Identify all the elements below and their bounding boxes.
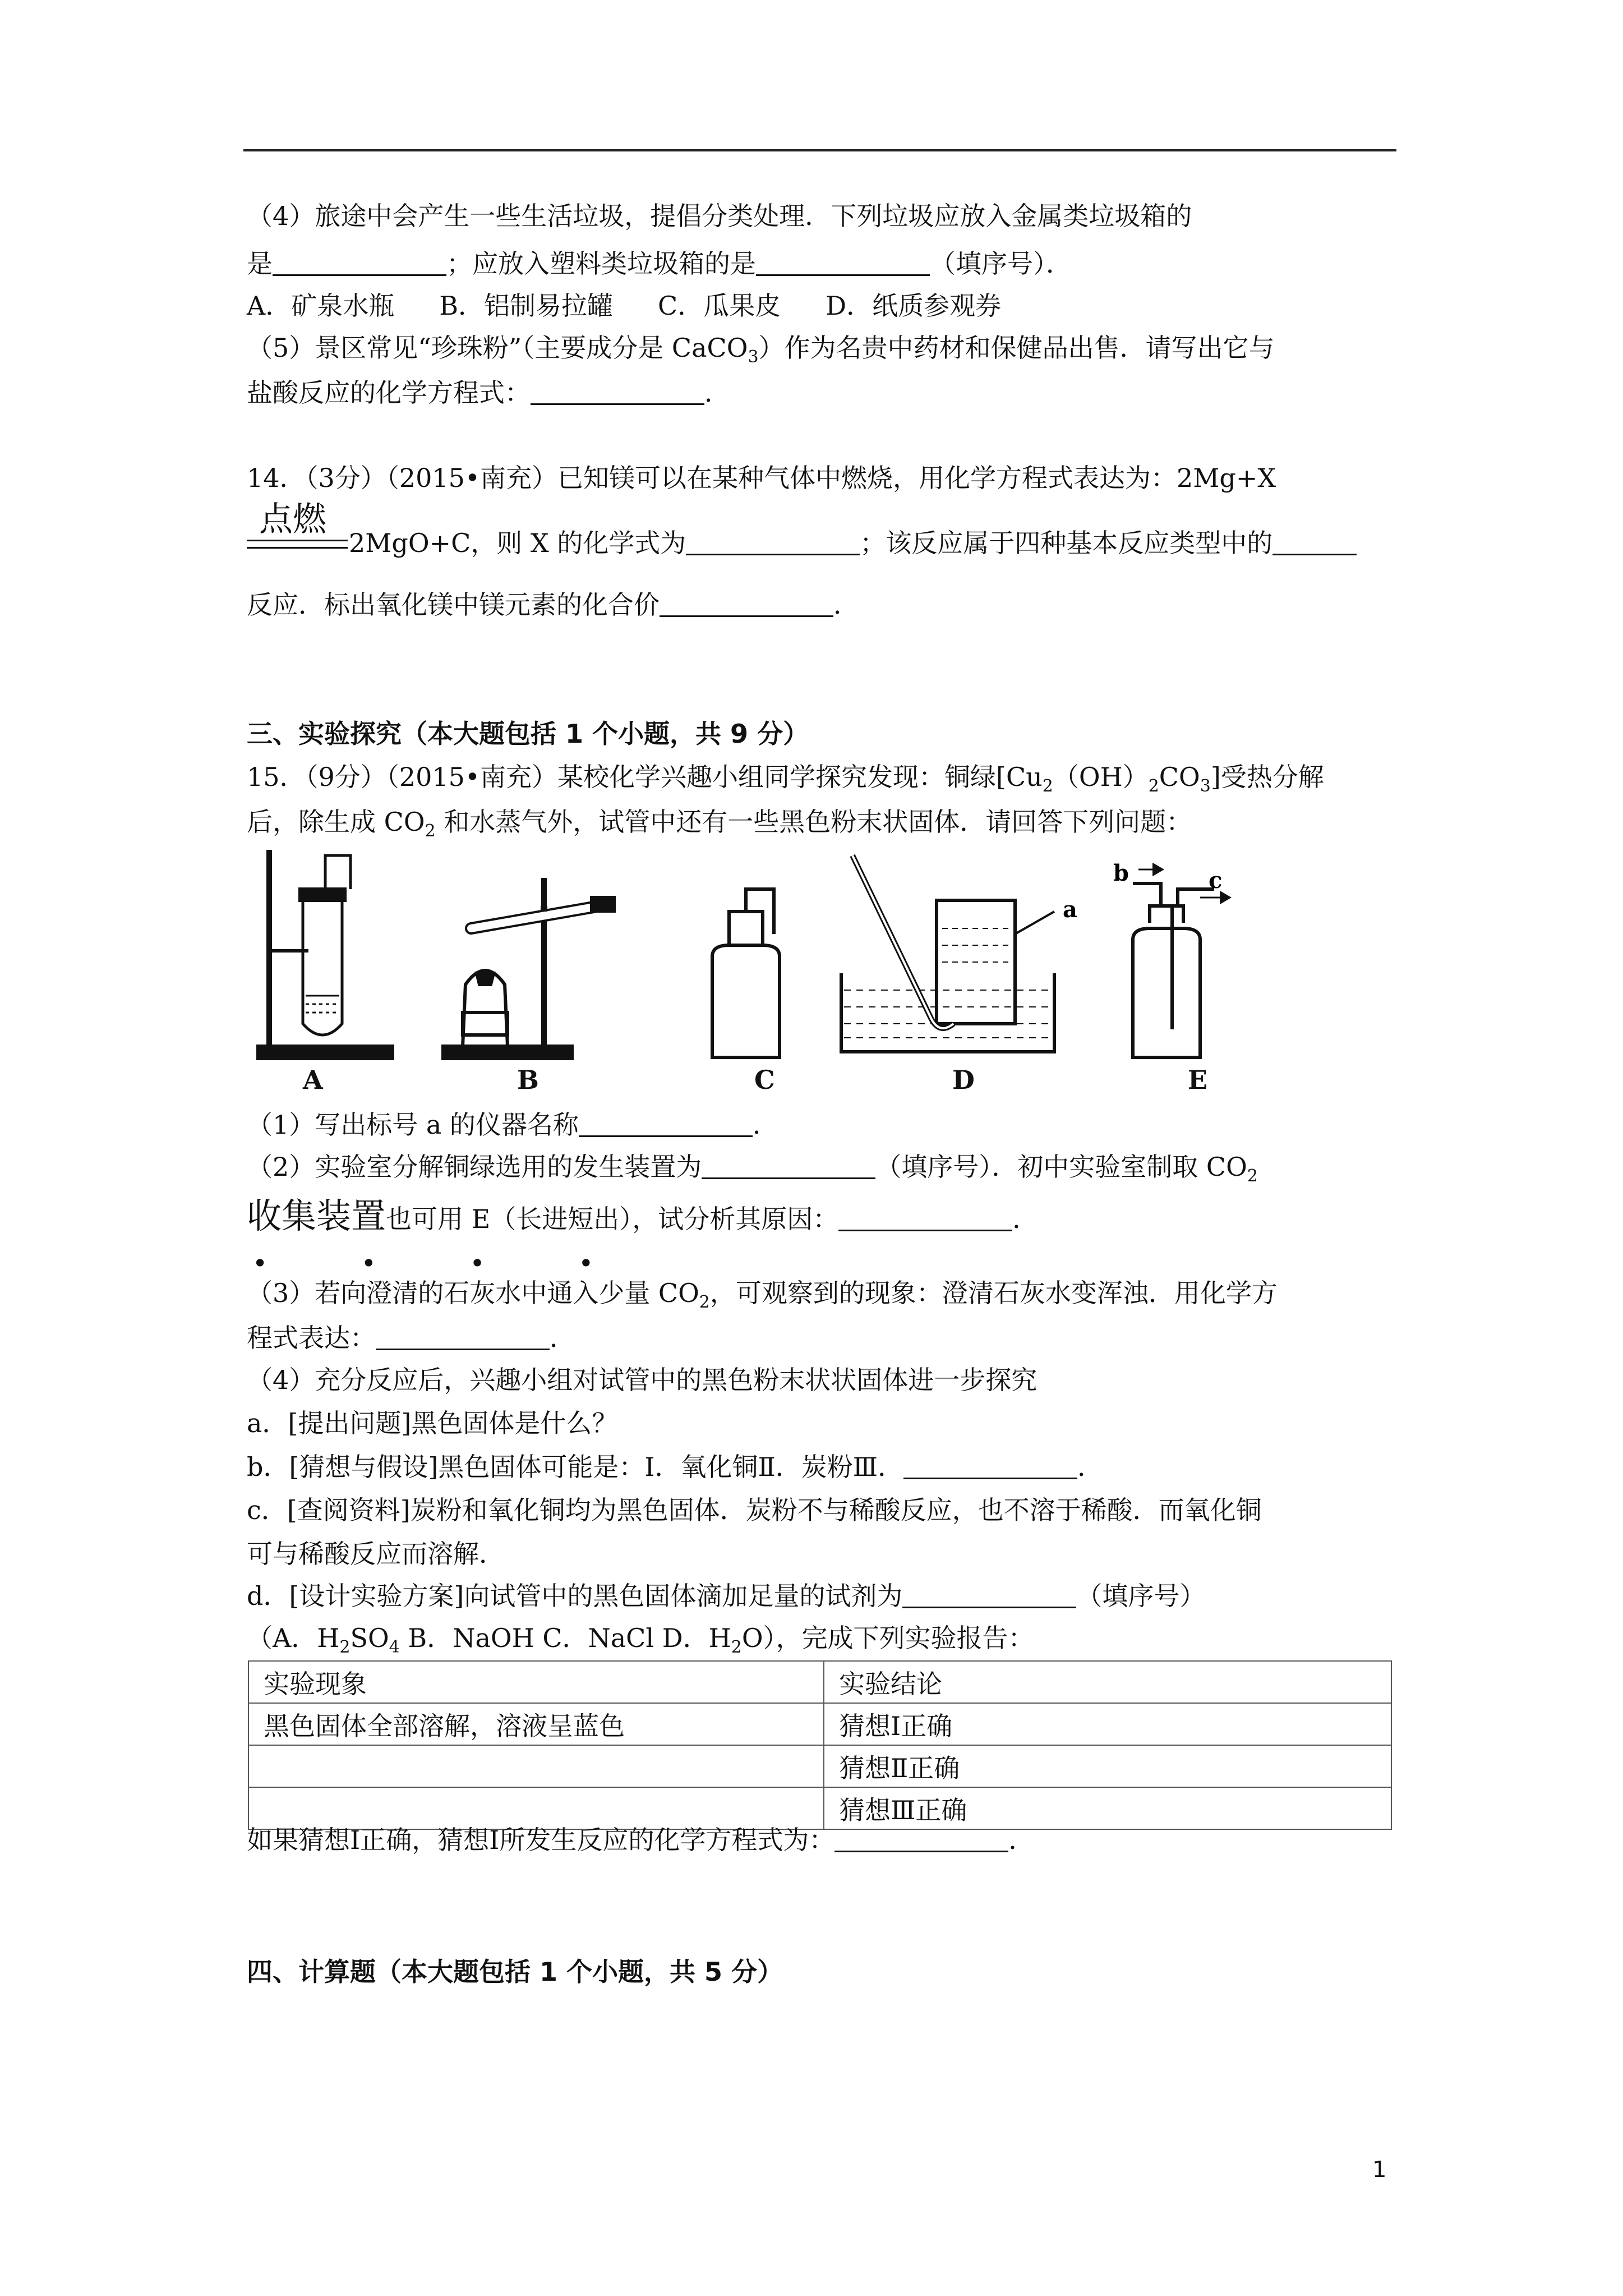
answer-blank[interactable] bbox=[1272, 529, 1357, 555]
table-cell: 猜想Ⅲ正确 bbox=[824, 1787, 1391, 1829]
answer-blank[interactable] bbox=[376, 1324, 550, 1350]
experiment-report-table bbox=[248, 1660, 1392, 1830]
q14-line3: 反应．标出氧化镁中镁元素的化合价 ． bbox=[247, 590, 859, 620]
reaction-condition: 点燃 bbox=[259, 500, 326, 539]
q15-part4-a: a．[提出问题]黑色固体是什么？ bbox=[247, 1408, 618, 1438]
q15-part2-line1: （2）实验室分解铜绿选用的发生装置为 （填序号）．初中实验室制取 $CO_2$ bbox=[247, 1152, 1258, 1186]
q15-part4-line1: （4）充分反应后，兴趣小组对试管中的黑色粉末状状固体进一步探究 bbox=[247, 1365, 1038, 1395]
apparatus-c bbox=[712, 889, 780, 1057]
q15-part4-options: （A．$H_2SO_4$ B．NaOH C．NaCl D．$H_2O$），完成下列实验报告： bbox=[247, 1623, 1034, 1658]
q14-line2: 2MgO+C，则 X 的化学式为 ；该反应属于四种基本反应类型中的 bbox=[349, 526, 1357, 560]
answer-blank[interactable] bbox=[756, 250, 930, 276]
table-header: 实验现象 bbox=[248, 1661, 824, 1703]
table-row bbox=[248, 1703, 1391, 1745]
apparatus-d bbox=[841, 855, 1054, 1052]
apparatus-e bbox=[1133, 866, 1228, 1057]
answer-blank[interactable] bbox=[660, 591, 833, 617]
q15-part4-c1: c．[查阅资料]炭粉和氧化铜均为黑色固体．炭粉不与稀酸反应，也不溶于稀酸．而氧化铜 bbox=[247, 1495, 1262, 1525]
answer-blank[interactable] bbox=[838, 1205, 1012, 1231]
q13-part4-line2: 是 ；应放入塑料类垃圾箱的是 （填序号）． bbox=[247, 249, 1072, 279]
q15-intro-line1: 15．（9分）（2015•南充）某校化学兴趣小组同学探究发现：铜绿$[Cu_2(OH)_2CO_3]$受热分解 bbox=[247, 762, 1324, 797]
table-cell-empty[interactable] bbox=[248, 1745, 824, 1787]
q15-part4-d: d．[设计实验方案]向试管中的黑色固体滴加足量的试剂为 （填序号） bbox=[247, 1581, 1206, 1611]
answer-blank[interactable] bbox=[903, 1453, 1077, 1479]
q15-part3-line2: 程式表达： ． bbox=[247, 1323, 575, 1353]
q13-options: A．矿泉水瓶 B．铝制易拉罐 C．瓜果皮 D．纸质参观券 bbox=[247, 291, 1002, 321]
q13-part5-line1: （5）景区常见“珍珠粉”（主要成分是 CaCO$_3$）作为名贵中药材和保健品出售．请写出它与 bbox=[247, 333, 1275, 367]
q15-part4-b: b．[猜想与假设]黑色固体可能是：Ⅰ．氧化铜Ⅱ．炭粉Ⅲ． ． bbox=[247, 1452, 1104, 1482]
mark-a: a bbox=[1063, 896, 1077, 923]
header-rule bbox=[243, 149, 1396, 151]
mark-c: c bbox=[1209, 867, 1223, 894]
apparatus-b bbox=[443, 878, 614, 1059]
page-number: 1 bbox=[1372, 2157, 1387, 2183]
answer-blank[interactable] bbox=[902, 1582, 1076, 1608]
q14-line1: 14．（3分）（2015•南充）已知镁可以在某种气体中燃烧，用化学方程式表达为：2Mg+X bbox=[247, 463, 1276, 493]
emphasis-dots: • • • • bbox=[252, 1248, 637, 1278]
answer-blank[interactable] bbox=[702, 1153, 875, 1179]
table-cell: 黑色固体全部溶解，溶液呈蓝色 bbox=[248, 1703, 824, 1745]
answer-blank[interactable] bbox=[834, 1826, 1008, 1852]
equation-double-bar bbox=[247, 540, 348, 549]
q15-intro-line2: 后，除生成 $CO_2$ 和水蒸气外，试管中还有一些黑色粉末状固体．请回答下列问题： bbox=[247, 807, 1192, 841]
table-cell: 猜想Ⅰ正确 bbox=[824, 1703, 1391, 1745]
q13-part5-line2: 盐酸反应的化学方程式： ． bbox=[247, 378, 730, 408]
table-cell: 猜想Ⅱ正确 bbox=[824, 1745, 1391, 1787]
table-row bbox=[248, 1745, 1391, 1787]
q15-part4-c2: 可与稀酸反应而溶解． bbox=[247, 1539, 505, 1569]
apparatus-a bbox=[258, 850, 393, 1059]
figure-label-b: B bbox=[517, 1065, 539, 1095]
table-header-row bbox=[248, 1661, 1391, 1703]
answer-blank[interactable] bbox=[686, 529, 860, 555]
figure-label-c: C bbox=[754, 1065, 775, 1095]
section-heading-calculation: 四、计算题（本大题包括 1 个小题，共 5 分） bbox=[247, 1957, 783, 1987]
figure-label-e: E bbox=[1188, 1065, 1208, 1095]
mark-b: b bbox=[1113, 860, 1129, 886]
section-heading-experiment: 三、实验探究（本大题包括 1 个小题，共 9 分） bbox=[247, 719, 809, 749]
q15-final: 如果猜想Ⅰ正确，猜想Ⅰ所发生反应的化学方程式为： ． bbox=[247, 1825, 1035, 1855]
figure-label-d: D bbox=[952, 1065, 975, 1095]
answer-blank[interactable] bbox=[273, 250, 446, 276]
figure-label-a: A bbox=[303, 1065, 323, 1095]
q13-part4-line1: （4）旅途中会产生一些生活垃圾，提倡分类处理．下列垃圾应放入金属类垃圾箱的 bbox=[247, 201, 1192, 231]
answer-blank[interactable] bbox=[531, 379, 704, 405]
table-header: 实验结论 bbox=[824, 1661, 1391, 1703]
q15-part3-line1: （3）若向澄清的石灰水中通入少量 $CO_2$，可观察到的现象：澄清石灰水变浑浊．用化学方 bbox=[247, 1278, 1278, 1313]
q15-part1: （1）写出标号 a 的仪器名称 ． bbox=[247, 1110, 778, 1140]
answer-blank[interactable] bbox=[579, 1111, 753, 1137]
q15-part2-line2: 收集装置也可用 E（长进短出），试分析其原因： ． bbox=[247, 1195, 1039, 1236]
